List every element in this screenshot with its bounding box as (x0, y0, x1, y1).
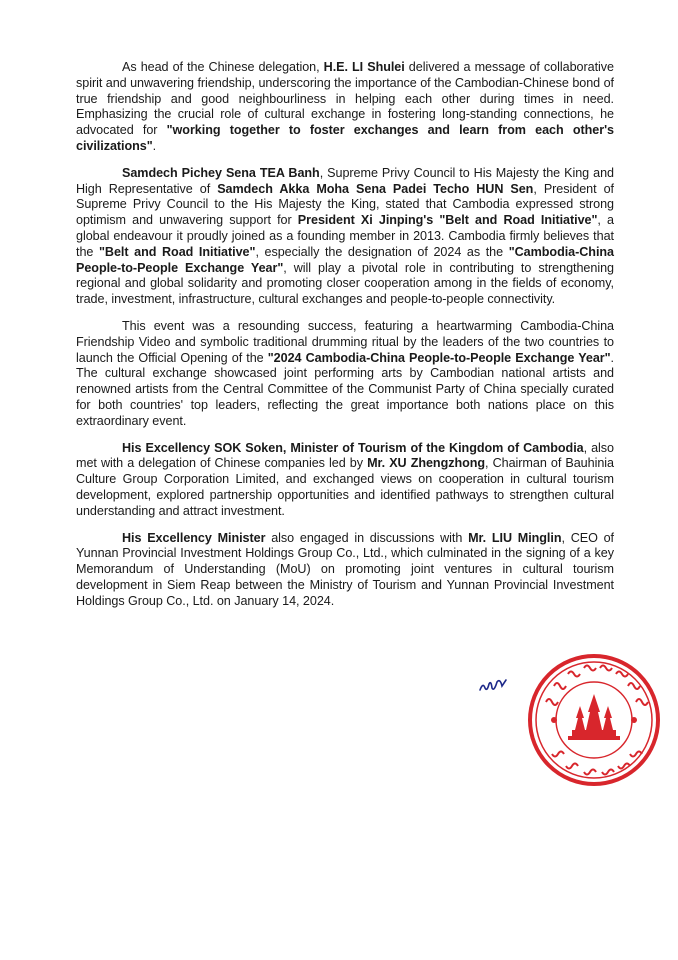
bold-text: Samdech Pichey Sena TEA Banh (122, 165, 320, 180)
handwritten-initials (478, 676, 508, 694)
document-body (76, 60, 614, 610)
paragraph (76, 166, 614, 308)
body-text: , will play a pivotal role in contributing to strengthening regional and global solidarity and promoting closer cooperation among in the fields of economy, trade, investment, infrastructure, cultural exchanges and people-to-people connectivity. (76, 260, 614, 307)
bold-text: His Excellency SOK Soken, Minister of Tourism of the Kingdom of Cambodia (122, 440, 584, 455)
paragraph (76, 60, 614, 155)
bold-text: "working together to foster exchanges and learn from each other's civilizations" (76, 123, 614, 153)
official-seal-stamp (524, 650, 664, 790)
body-text: . The cultural exchange showcased joint performing arts by Cambodian national artists and renowned artists from the Central Committee of the Communist Party of China specially curated for both countries' top leaders, reflecting the great importance both nations place on this extraordinary event. (76, 350, 614, 428)
bold-text: His Excellency Minister (122, 530, 266, 545)
bold-text: "Belt and Road Initiative" (99, 244, 256, 259)
bold-text: H.E. LI Shulei (323, 60, 405, 74)
bold-text: "Cambodia-China People-to-People Exchange Year" (76, 244, 614, 275)
body-text: This event was a resounding success, featuring a heartwarming Cambodia-China Friendship Video and symbolic traditional drumming ritual by the leaders of the two countries to launch the Official Opening of the (76, 318, 614, 365)
body-text: As head of the Chinese delegation, (122, 60, 324, 74)
bold-text: Mr. XU Zhengzhong (367, 456, 486, 471)
body-text: , especially the designation of 2024 as the (255, 244, 509, 259)
paragraph (76, 441, 614, 520)
body-text: , Chairman of Bauhinia Culture Group Corporation Limited, and exchanged views on cooperation in cultural tourism development, explored partnership opportunities and identified pathways to strengthen cultural understanding and attract investment. (76, 456, 614, 518)
body-text: , Supreme Privy Council to His Majesty the King and High Representative of (76, 165, 614, 196)
body-text: , also met with a delegation of Chinese companies led by (76, 440, 614, 471)
body-text: delivered a message of collaborative spirit and unwavering friendship, underscoring the importance of the Cambodian-Chinese bond of true friendship and good neighbourliness in helping each other during times in need. Emphasizing the crucial role of cultural exchange in fostering long-standing connections, he advocated for (76, 60, 614, 138)
body-text: also engaged in discussions with (265, 530, 469, 545)
bold-text: Mr. LIU Minglin (468, 530, 562, 545)
bold-text: Samdech Akka Moha Sena Padei Techo HUN Sen (217, 181, 534, 196)
body-text: , President of Supreme Privy Council to the His Majesty the King, stated that Cambodia expressed strong optimism and unwavering support for (76, 181, 614, 228)
body-text: , a global endeavour it proudly joined as a founding member in 2013. Cambodia firmly believes that the (76, 213, 614, 259)
paragraph (76, 319, 614, 430)
bold-text: President Xi Jinping's "Belt and Road Initiative" (297, 213, 598, 228)
paragraph (76, 531, 614, 610)
bold-text: "2024 Cambodia-China People-to-People Exchange Year" (267, 350, 611, 365)
body-text: , CEO of Yunnan Provincial Investment Holdings Group Co., Ltd., which culminated in the signing of a key Memorandum of Understanding (MoU) on promoting joint ventures in cultural tourism development in Siem Reap between the Ministry of Tourism and Yunnan Provincial Investment Holdings Group Co., Ltd. on January 14, 2024. (76, 530, 614, 608)
body-text: . (152, 138, 157, 153)
